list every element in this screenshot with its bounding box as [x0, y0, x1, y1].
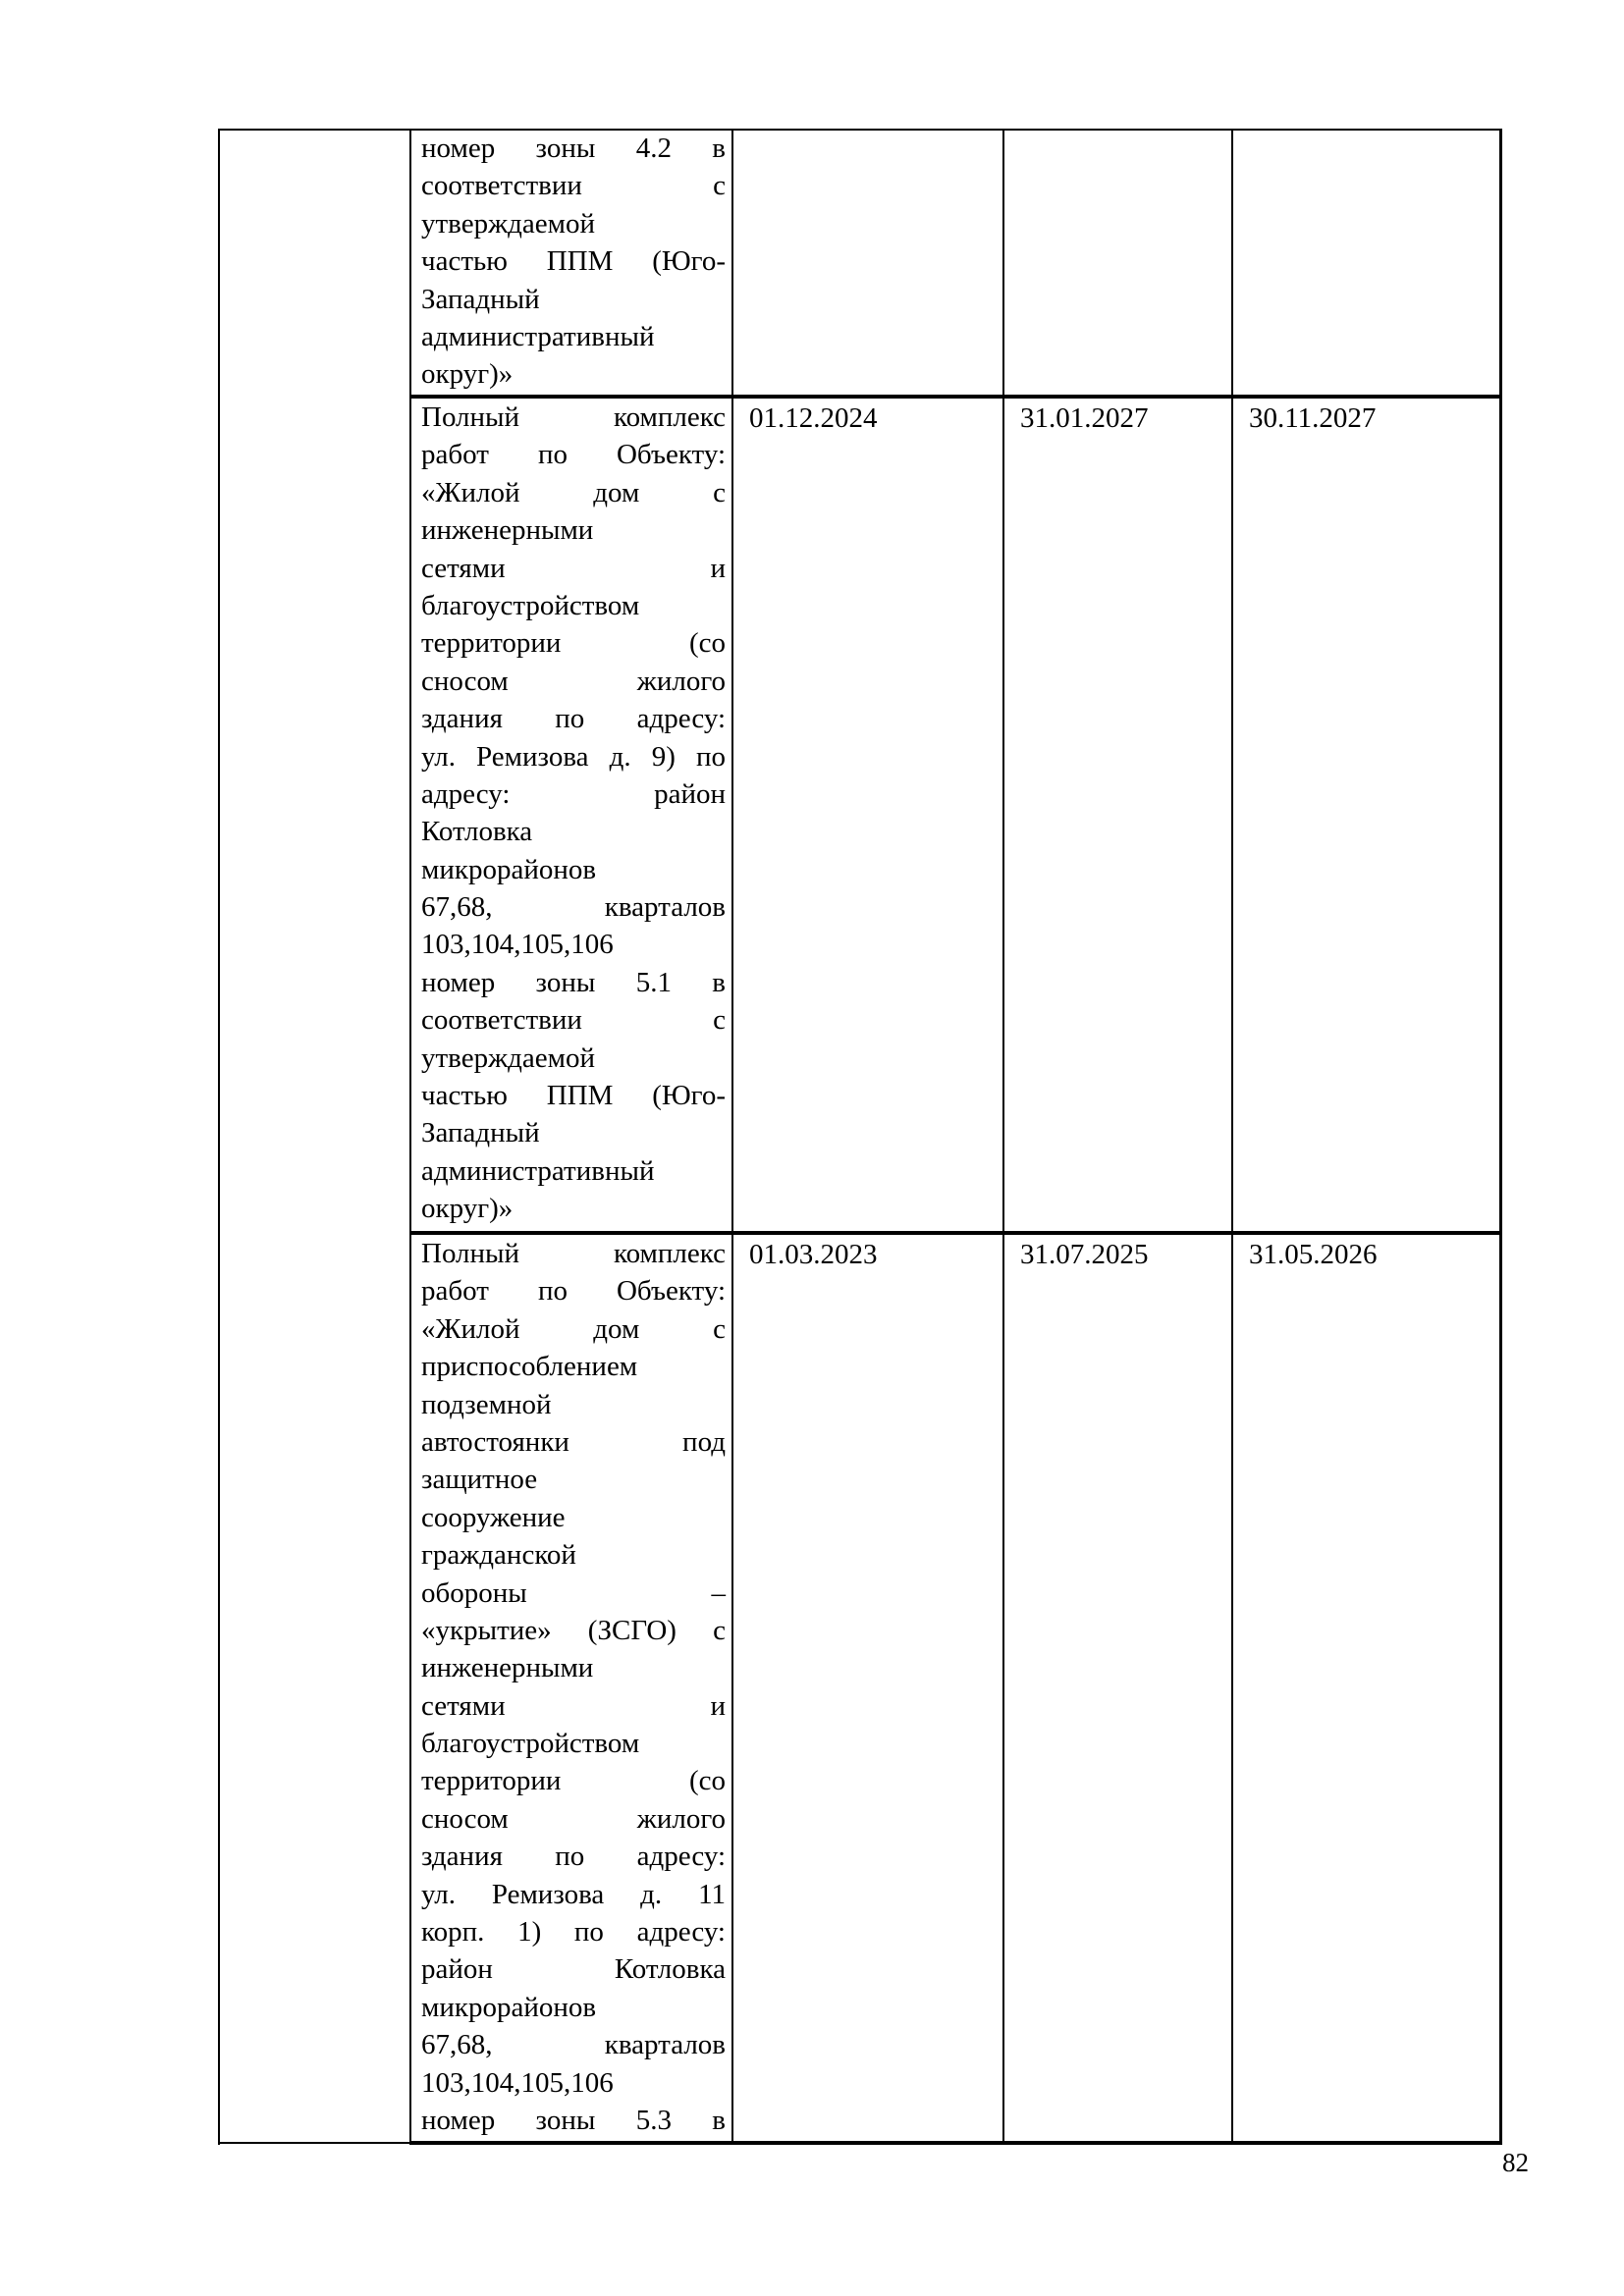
start-date: 01.03.2023 — [749, 1239, 878, 1270]
description-line: подземной — [421, 1388, 552, 1420]
description-line: здания по адресу: — [421, 1841, 726, 1873]
description-line: утверждаемой — [421, 1041, 595, 1074]
description-line: корп. 1) по адресу: — [421, 1916, 726, 1949]
description-line: частью ППМ (Юго- — [421, 245, 726, 278]
description-line: соответствии с — [421, 170, 726, 202]
final-date: 30.11.2027 — [1249, 402, 1377, 434]
description-line: номер зоны 4.2 в — [421, 133, 726, 164]
description-line: обороны – — [421, 1576, 726, 1609]
description-line: район Котловка — [421, 1953, 726, 1986]
description-line: Котловка — [421, 816, 533, 848]
description-line: территории (со — [421, 627, 726, 660]
description-line: работ по Объекту: — [421, 439, 726, 471]
description-line: «Жилой дом с — [421, 476, 726, 508]
description-line: административный — [421, 1154, 655, 1187]
description-line: гражданской — [421, 1539, 576, 1572]
column-divider — [731, 129, 733, 2145]
column-divider — [409, 129, 411, 2145]
table-border-left — [218, 129, 220, 2145]
column-divider — [1002, 129, 1004, 2145]
description-line: Западный — [421, 283, 540, 315]
description-line: благоустройством — [421, 1728, 640, 1760]
description-line: утверждаемой — [421, 207, 595, 240]
description-line: 67,68, кварталов — [421, 891, 726, 924]
description-line: автостоянки под — [421, 1425, 726, 1458]
schedule-table — [218, 129, 1502, 2145]
description-line: сносом жилого — [421, 665, 726, 697]
end-date: 31.01.2027 — [1020, 402, 1149, 434]
description-line: Западный — [421, 1117, 540, 1149]
description-line: номер зоны 5.1 в — [421, 966, 726, 998]
description-line: благоустройством — [421, 589, 640, 621]
table-border-bottom — [218, 2142, 411, 2144]
description-line: 103,104,105,106 — [421, 929, 614, 961]
start-date: 01.12.2024 — [749, 402, 878, 434]
description-line: работ по Объекту: — [421, 1275, 726, 1308]
description-line: частью ППМ (Юго- — [421, 1080, 726, 1112]
description-line: приспособлением — [421, 1351, 638, 1383]
description-line: сетями и — [421, 1689, 726, 1722]
description-line: номер зоны 5.3 в — [421, 2104, 726, 2136]
table-row — [421, 399, 726, 1228]
description-line: микрорайонов — [421, 1991, 597, 2023]
description-line: Полный комплекс — [421, 401, 726, 433]
description-line: сетями и — [421, 552, 726, 584]
description-line: 103,104,105,106 — [421, 2066, 614, 2099]
description-line: округ)» — [421, 358, 514, 391]
description-line: сооружение — [421, 1501, 566, 1533]
page-number: 82 — [1502, 2148, 1529, 2177]
table-border-top — [218, 129, 1502, 131]
final-date: 31.05.2026 — [1249, 1239, 1378, 1270]
column-divider — [1231, 129, 1233, 2145]
description-line: адресу: район — [421, 777, 726, 810]
description-line: микрорайонов — [421, 853, 597, 885]
description-line: округ)» — [421, 1193, 514, 1225]
table-row — [421, 130, 726, 394]
table-border-right — [1499, 129, 1502, 2145]
description-line: сносом жилого — [421, 1802, 726, 1835]
description-line: территории (со — [421, 1765, 726, 1797]
description-line: «укрытие» (ЗСГО) с — [421, 1614, 726, 1646]
description-line: здания по адресу: — [421, 703, 726, 735]
end-date: 31.07.2025 — [1020, 1239, 1149, 1270]
description-line: «Жилой дом с — [421, 1312, 726, 1345]
description-line: 67,68, кварталов — [421, 2029, 726, 2061]
description-line: соответствии с — [421, 1004, 726, 1037]
description-line: защитное — [421, 1464, 538, 1496]
description-line: инженерными — [421, 1652, 594, 1684]
table-border-bottom — [409, 2141, 1502, 2145]
description-line: ул. Ремизова д. 11 — [421, 1878, 726, 1910]
description-line: инженерными — [421, 514, 594, 547]
description-line: Полный комплекс — [421, 1238, 726, 1269]
table-row — [421, 1235, 726, 2139]
description-line: административный — [421, 320, 655, 352]
description-line: ул. Ремизова д. 9) по — [421, 740, 726, 773]
